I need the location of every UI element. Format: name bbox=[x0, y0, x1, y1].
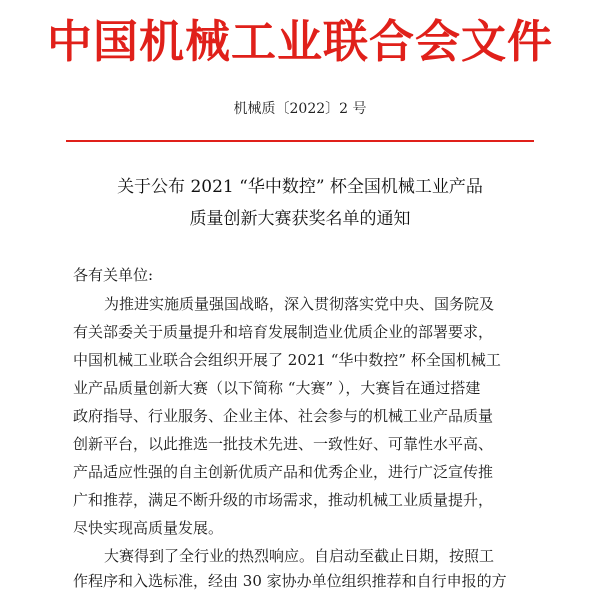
red-divider-line bbox=[66, 140, 534, 142]
salutation: 各有关单位: bbox=[73, 266, 154, 284]
paragraph-1-line: 政府指导、行业服务、企业主体、社会参与的机械工业产品质量 bbox=[73, 407, 494, 425]
paragraph-1-line: 有关部委关于质量提升和培育发展制造业优质企业的部署要求， bbox=[73, 323, 494, 341]
org-masthead-title: 中国机械工业联合会文件 bbox=[46, 15, 553, 68]
paragraph-1-line: 尽快实现高质量发展。 bbox=[73, 519, 224, 537]
document-number: 机械质〔2022〕2 号 bbox=[233, 101, 367, 117]
paragraph-1-line: 广和推荐，满足不断升级的市场需求，推动机械工业质量提升， bbox=[73, 491, 494, 509]
notice-title-line-1: 关于公布 2021 “华中数控” 杯全国机械工业产品 bbox=[117, 177, 483, 197]
paragraph-1-line: 为推进实施质量强国战略，深入贯彻落实党中央、国务院及 bbox=[104, 295, 495, 313]
paragraph-2-line: 大赛得到了全行业的热烈响应。自启动至截止日期，按照工 bbox=[104, 547, 495, 565]
paragraph-1-line: 中国机械工业联合会组织开展了 2021 “华中数控” 杯全国机械工 bbox=[73, 351, 501, 369]
paragraph-2-line: 作程序和入选标准，经由 30 家协办单位组织推荐和自行申报的方 bbox=[73, 572, 507, 590]
paragraph-1-line: 业产品质量创新大赛（以下简称 “大赛” ），大赛旨在通过搭建 bbox=[73, 379, 481, 397]
notice-title-line-2: 质量创新大赛获奖名单的通知 bbox=[189, 209, 411, 229]
paragraph-1-line: 产品适应性强的自主创新优质产品和优秀企业，进行广泛宣传推 bbox=[73, 463, 494, 481]
paragraph-1-line: 创新平台，以此推选一批技术先进、一致性好、可靠性水平高、 bbox=[73, 435, 494, 453]
